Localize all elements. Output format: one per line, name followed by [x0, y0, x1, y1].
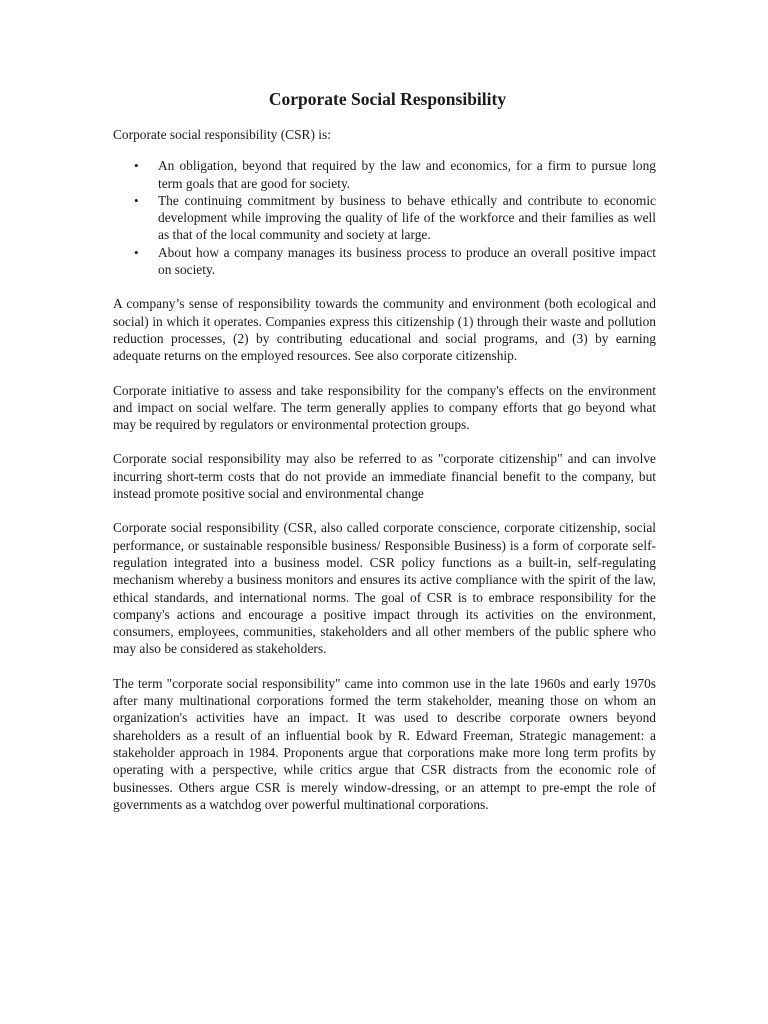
bullet-icon: •	[134, 244, 139, 260]
bullet-icon: •	[134, 192, 139, 208]
paragraph-company-sense: A company’s sense of responsibility towards the community and environment (both ecological and social) in which it operates. Companies express this citizenship (1) through their waste and pollution reduction processes, (2) by contributing educational and social programs, and (3) by earning adequate returns on the employed resources. See also corporate citizenship.	[113, 296, 656, 364]
list-item	[134, 192, 656, 244]
list-item-text: About how a company manages its business process to produce an overall positive impact on society.	[158, 244, 656, 278]
paragraph-corporate-initiative: Corporate initiative to assess and take responsibility for the company's effects on the environment and impact on social welfare. The term generally applies to company efforts that go beyond what may be required by regulators or environmental protection groups.	[113, 382, 656, 433]
paragraph-csr-history: The term "corporate social responsibility" came into common use in the late 1960s and early 1970s after many multinational corporations formed the term stakeholder, meaning those on whom an organization's activities have an impact. It was used to describe corporate owners beyond shareholders as a result of an influential book by R. Edward Freeman, Strategic management: a stakeholder approach in 1984. Proponents argue that corporations make more long term profits by operating with a perspective, while critics argue that CSR distracts from the economic role of businesses. Others argue CSR is merely window-dressing, or an attempt to pre-empt the role of governments as a watchdog over powerful multinational corporations.	[113, 675, 656, 812]
page-title: Corporate Social Responsibility	[268, 89, 507, 109]
bullet-icon: •	[134, 158, 139, 174]
list-item	[134, 157, 656, 192]
list-item-text: An obligation, beyond that required by the law and economics, for a firm to pursue long term goals that are good for society.	[158, 158, 656, 191]
document-page	[113, 88, 656, 830]
definition-list	[113, 157, 656, 278]
list-item	[134, 244, 656, 279]
paragraph-corporate-citizenship: Corporate social responsibility may also be referred to as "corporate citizenship" and can involve incurring short-term costs that do not provide an immediate financial benefit to the company, but instead promote positive social and environmental change	[113, 451, 656, 502]
intro-text: Corporate social responsibility (CSR) is:	[113, 127, 331, 142]
list-item-text: The continuing commitment by business to behave ethically and contribute to economic development while improving the quality of life of the workforce and their families as well as that of the local community and society at large.	[158, 192, 656, 243]
paragraph-csr-definition: Corporate social responsibility (CSR, also called corporate conscience, corporate citizenship, social performance, or sustainable responsible business/ Responsible Business) is a form of corporate self-regulation integrated into a business model. CSR policy functions as a built-in, self-regulating mechanism whereby a business monitors and ensures its active compliance with the spirit of the law, ethical standards, and international norms. The goal of CSR is to embrace responsibility for the company's actions and encourage a positive impact through its activities on the environment, consumers, employees, communities, stakeholders and all other members of the public sphere who may also be considered as stakeholders.	[113, 520, 656, 657]
